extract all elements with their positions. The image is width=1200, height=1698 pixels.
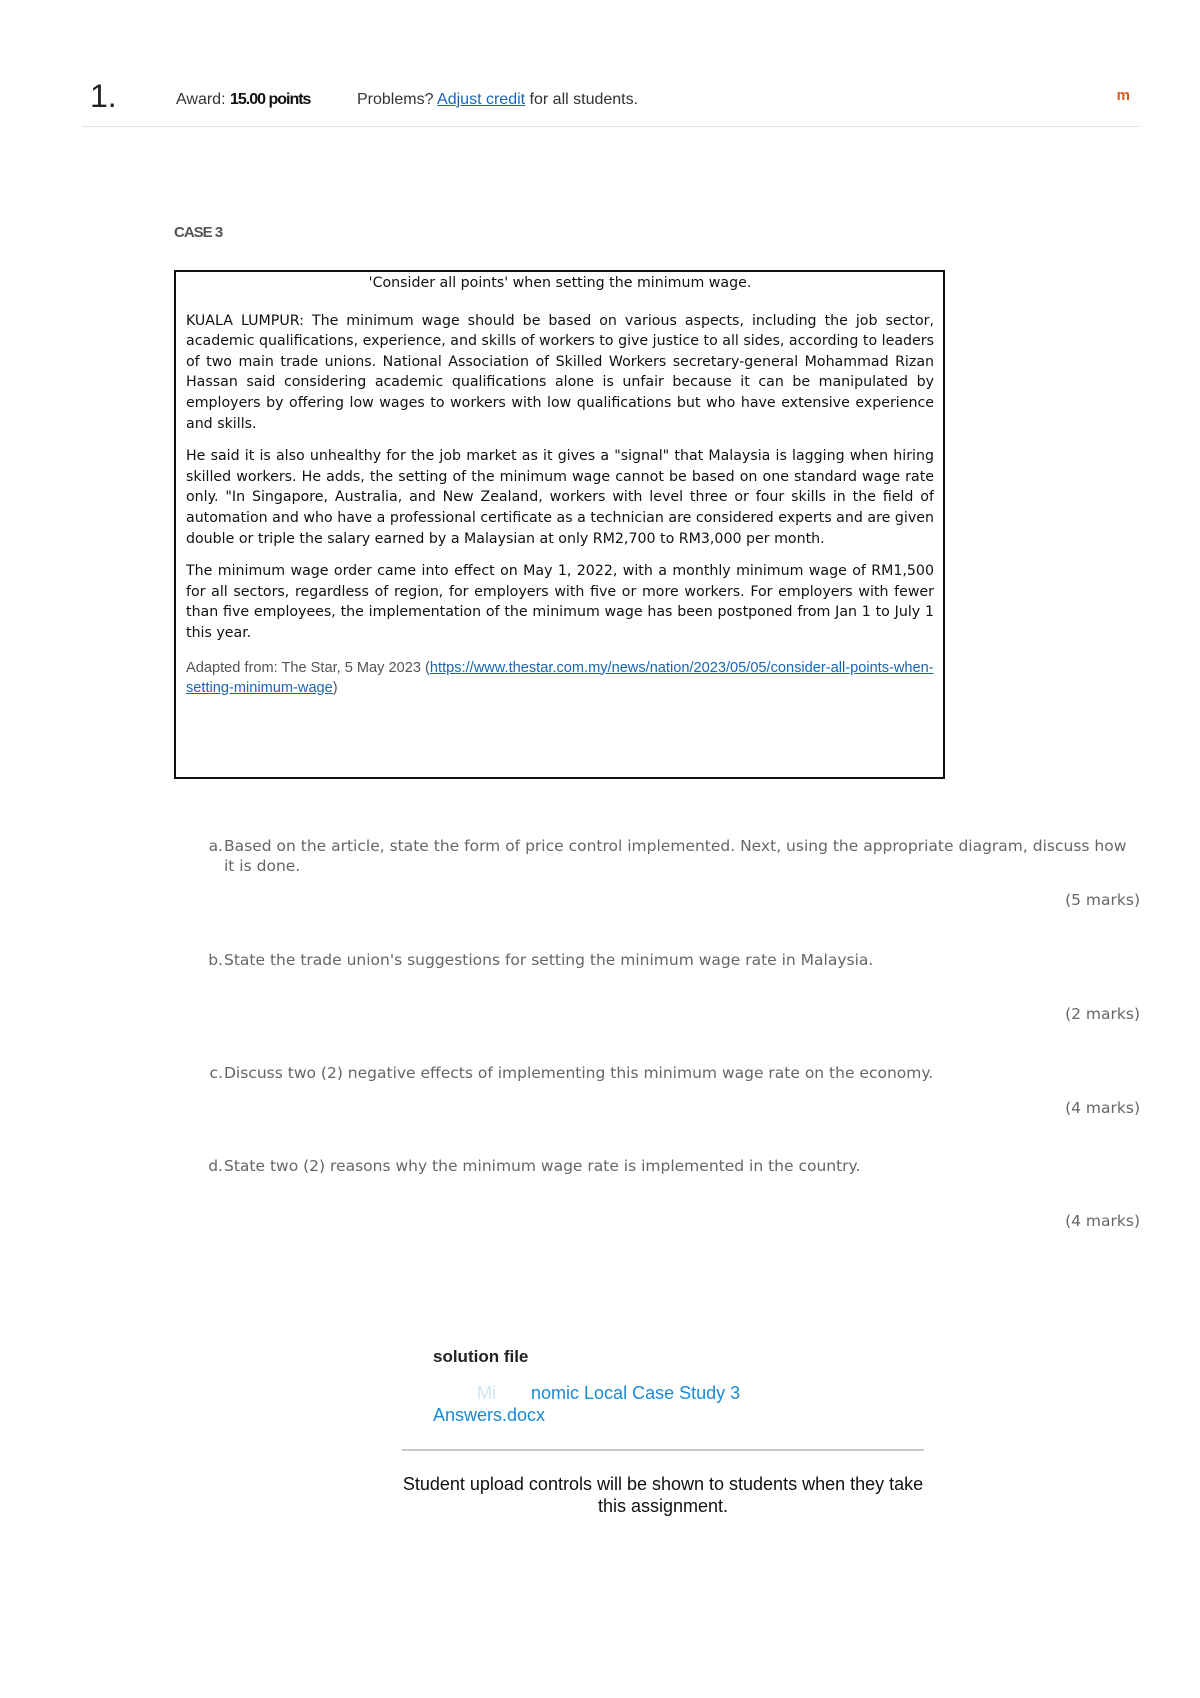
question-text: State two (2) reasons why the minimum wage rate is implemented in the country. <box>224 1157 861 1175</box>
source-link[interactable]: https://www.thestar.com.my/news/nation/2023/05/05/consider-all-points-when-setting-minimum-wage <box>186 659 934 696</box>
article-paragraph-2: He said it is also unhealthy for the job market as it gives a "signal" that Malaysia is lagging when hiring skilled workers. He adds, the setting of the minimum wage cannot be based on one standard wage rate only. "In Singapore, Australia, and New Zealand, workers with level three or four skills in the field of automation and who have a professional certificate as a technician are considered experts and are given double or triple the salary earned by a Malaysian at only RM2,700 to RM3,000 per month. <box>186 448 934 547</box>
question-b <box>205 950 1140 970</box>
article-headline: 'Consider all points' when setting the minimum wage. <box>368 275 752 291</box>
source-suffix: ) <box>332 679 338 696</box>
source-prefix: Adapted from: The Star, 5 May 2023 ( <box>186 659 430 676</box>
upload-note: Student upload controls will be shown to students when they take this assignment. <box>402 1474 924 1516</box>
question-number: 1. <box>90 78 117 114</box>
solution-file-label: solution file <box>433 1347 529 1366</box>
file-name-ghost: Mi <box>477 1383 496 1403</box>
question-a-marks: (5 marks) <box>1065 891 1140 909</box>
question-header <box>82 70 1140 127</box>
problems-info <box>357 91 638 109</box>
question-letter: a. <box>208 837 223 855</box>
question-text: Discuss two (2) negative effects of implementing this minimum wage rate on the economy. <box>224 1064 934 1082</box>
case-title: CASE 3 <box>174 224 223 241</box>
problems-suffix: for all students. <box>529 91 639 108</box>
brand-m-icon: m <box>1116 87 1130 104</box>
article-paragraph-1: KUALA LUMPUR: The minimum wage should be based on various aspects, including the job sector, academic qualifications, experience, and skills of workers to give justice to all sides, according to leaders of two main trade unions. National Association of Skilled Workers secretary-general Mohammad Rizan Hassan said considering academic qualifications alone is unfair because it can be manipulated by employers by offering low wages to workers with low qualifications but who have extensive experience and skills. <box>186 312 934 432</box>
award-info <box>176 91 310 109</box>
problems-label: Problems? <box>357 91 434 108</box>
question-a <box>205 836 1140 876</box>
case-article <box>174 270 945 779</box>
question-letter: c. <box>209 1064 223 1082</box>
divider <box>402 1449 924 1451</box>
question-text: State the trade union's suggestions for setting the minimum wage rate in Malaysia. <box>224 951 874 969</box>
solution-file-link[interactable] <box>433 1382 813 1426</box>
file-name-line1: nomic Local Case Study 3 <box>531 1383 741 1403</box>
question-b-marks: (2 marks) <box>1065 1005 1140 1023</box>
file-name-line2: Answers.docx <box>433 1405 546 1425</box>
question-text: Based on the article, state the form of price control implemented. Next, using the appropriate diagram, discuss how it is done. <box>224 837 1127 875</box>
question-letter: d. <box>208 1157 223 1175</box>
question-c <box>205 1063 1140 1083</box>
award-points: 15.00 points <box>229 91 311 108</box>
question-letter: b. <box>208 951 223 969</box>
question-c-marks: (4 marks) <box>1065 1099 1140 1117</box>
article-paragraph-3: The minimum wage order came into effect on May 1, 2022, with a monthly minimum wage of RM1,500 for all sectors, regardless of region, for employers with five or more workers. For employers with fewer than five employees, the implementation of the minimum wage has been postponed from Jan 1 to July 1 this year. <box>186 563 934 641</box>
award-label: Award: <box>176 91 226 108</box>
article-source <box>186 658 934 698</box>
question-d-marks: (4 marks) <box>1065 1212 1140 1230</box>
adjust-credit-link[interactable]: Adjust credit <box>437 91 526 108</box>
question-d <box>205 1156 1140 1176</box>
